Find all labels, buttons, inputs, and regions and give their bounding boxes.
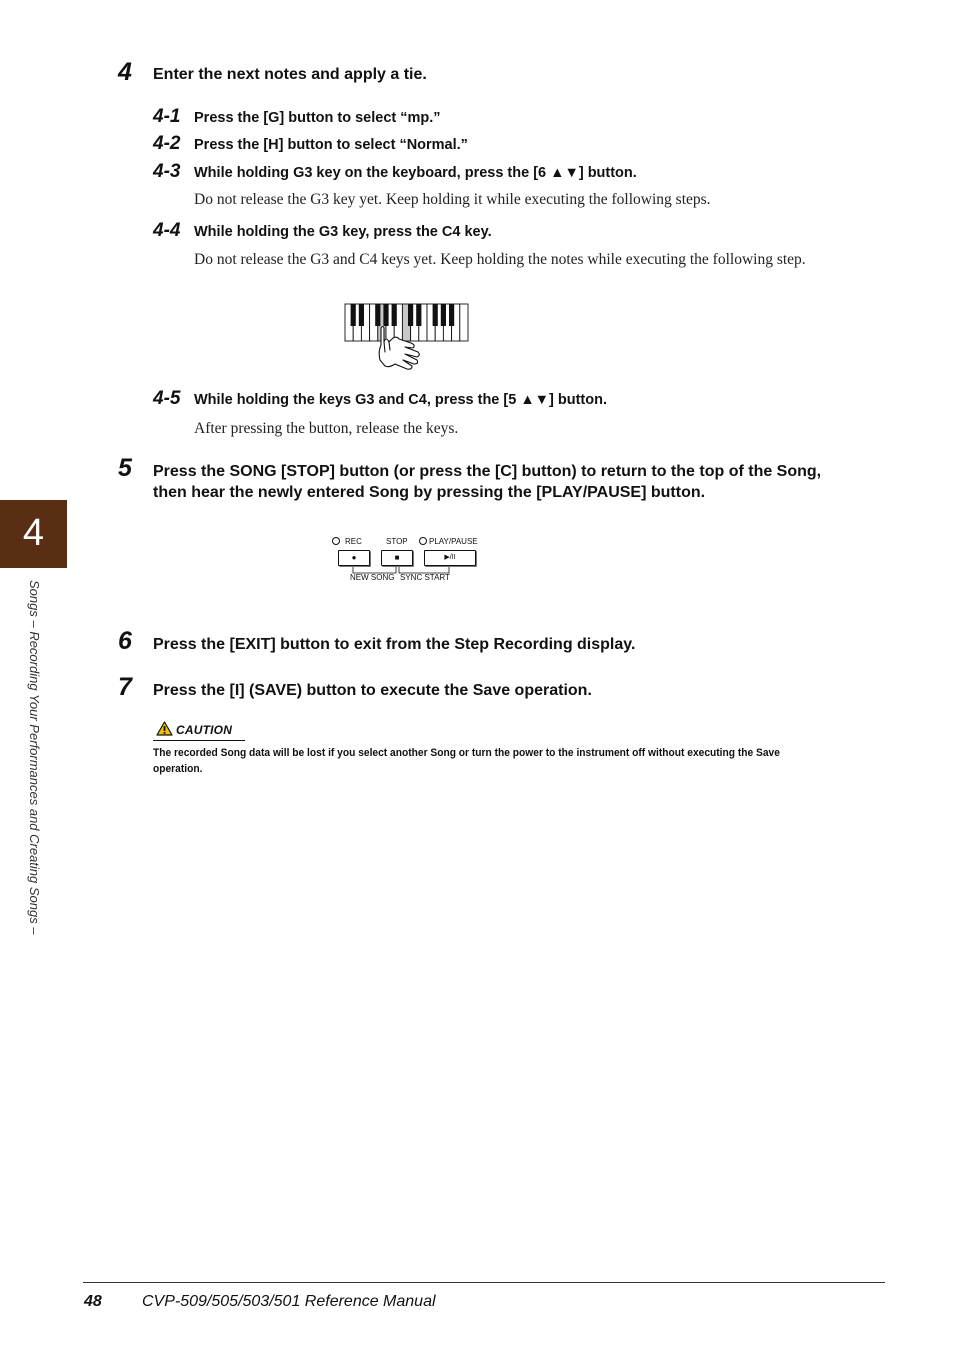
song-control-panel (330, 534, 490, 586)
stop-button-symbol: ■ (394, 553, 400, 562)
step-4-2-text: Press the [H] button to select “Normal.” (194, 137, 468, 153)
step-6-number: 6 (118, 627, 132, 655)
chapter-side-label: Songs – Recording Your Performances and Creating Songs – (27, 580, 42, 935)
warning-icon (156, 721, 173, 736)
step-4-2-number: 4-2 (153, 133, 181, 154)
keyboard-illustration (343, 302, 475, 376)
step-4-number: 4 (118, 58, 132, 86)
black-key (375, 304, 380, 326)
white-key (460, 304, 468, 341)
step-5-text: Press the SONG [STOP] button (or press the [C] button) to return to the top of the Song, then hear the newly entered Song by pressing the [PLAY/PAUSE] button. (153, 463, 822, 501)
manual-title: CVP-509/505/503/501 Reference Manual (142, 1293, 436, 1310)
play-led (419, 537, 427, 545)
chapter-tab (0, 500, 67, 568)
black-key (416, 304, 421, 326)
stop-button[interactable] (381, 550, 413, 566)
page-number: 48 (84, 1293, 102, 1310)
step-4-5-number: 4-5 (153, 388, 181, 409)
stop-label: STOP (386, 537, 408, 546)
step-4-5-text: While holding the keys G3 and C4, press the [5 ▲▼] button. (194, 392, 607, 408)
step-6-text: Press the [EXIT] button to exit from the Step Recording display. (153, 636, 636, 653)
caution-text: The recorded Song data will be lost if you select another Song or turn the power to the instrument off without executing the Save operation. (153, 747, 780, 775)
black-key (408, 304, 413, 326)
black-key (441, 304, 446, 326)
play-pause-button-symbol: ▶/II (444, 554, 456, 561)
black-key (449, 304, 454, 326)
rec-button-symbol: ● (351, 553, 357, 562)
step-4-4-number: 4-4 (153, 220, 181, 241)
rec-led (332, 537, 340, 545)
step-5-number: 5 (118, 454, 132, 482)
step-4-text: Enter the next notes and apply a tie. (153, 66, 427, 83)
step-7-number: 7 (118, 673, 132, 701)
rec-button[interactable] (338, 550, 370, 566)
black-key (433, 304, 438, 326)
rec-label: REC (345, 537, 362, 546)
step-4-4-text: While holding the G3 key, press the C4 key. (194, 224, 492, 240)
step-4-3-number: 4-3 (153, 161, 181, 182)
new-song-label: NEW SONG (350, 573, 395, 582)
black-key (392, 304, 397, 326)
step-4-1-text: Press the [G] button to select “mp.” (194, 110, 441, 126)
black-key (383, 304, 388, 326)
step-7-text: Press the [I] (SAVE) button to execute the Save operation. (153, 682, 592, 699)
sync-start-label: SYNC START (400, 573, 450, 582)
step-4-1-number: 4-1 (153, 106, 181, 127)
play-pause-label: PLAY/PAUSE (429, 537, 478, 546)
footer-rule (83, 1282, 885, 1283)
step-4-3-text: While holding G3 key on the keyboard, press the [6 ▲▼] button. (194, 165, 637, 181)
caution-title: CAUTION (176, 723, 233, 737)
play-pause-button[interactable] (424, 550, 476, 566)
step-4-4-note: Do not release the G3 and C4 keys yet. Keep holding the notes while executing the following step. (194, 251, 806, 268)
step-4-3-note: Do not release the G3 key yet. Keep holding it while executing the following steps. (194, 191, 711, 208)
step-4-5-note: After pressing the button, release the keys. (194, 420, 459, 437)
caution-heading (153, 720, 245, 741)
black-key (359, 304, 364, 326)
chapter-number: 4 (22, 512, 45, 554)
black-key (351, 304, 356, 326)
